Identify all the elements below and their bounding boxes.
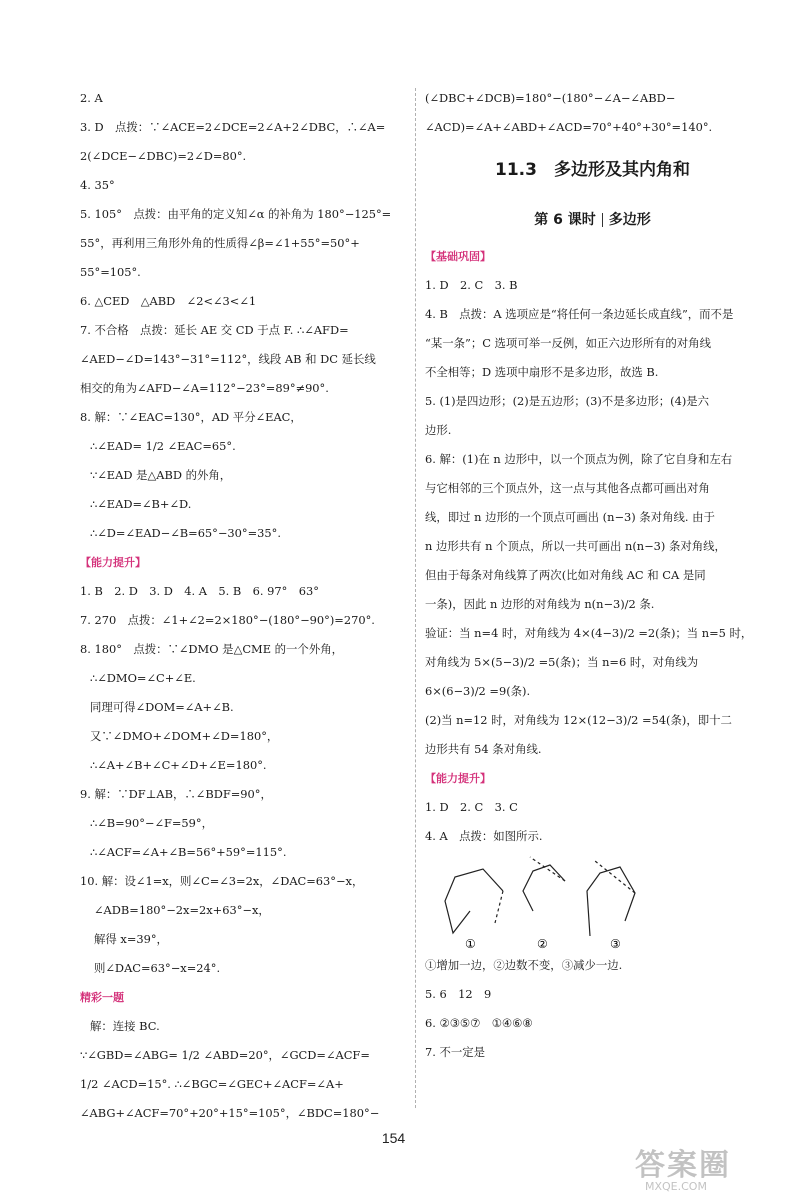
answer-line: ∴∠B=90°−∠F=59°， <box>90 815 214 830</box>
polygon-1-dashed <box>495 891 503 923</box>
answer-line: 【能力提升】 <box>425 772 491 785</box>
answer-line: 相交的角为∠AFD−∠A=112°−23°=89°≠90°. <box>80 380 329 395</box>
polygon-figure <box>425 851 760 951</box>
right-mid-block <box>425 242 760 851</box>
answer-line: 1. D 2. C 3. B <box>425 277 518 292</box>
answer-line: 5. 105° 点拨：由平角的定义知∠α 的补角为 180°−125°= <box>80 206 392 221</box>
answer-line: 又∵∠DMO+∠DOM+∠D=180°， <box>90 728 279 743</box>
answer-line: 8. 解：∵∠EAC=130°，AD 平分∠EAC， <box>80 409 302 424</box>
polygon-1-solid <box>445 869 503 933</box>
right-column <box>425 84 760 1067</box>
answer-line: 6×(6−3)/2 =9(条). <box>425 683 531 698</box>
answer-line: ∴∠DMO=∠C+∠E. <box>90 670 196 685</box>
left-column <box>80 84 410 1128</box>
answer-line: 7. 不合格 点拨：延长 AE 交 CD 于点 F. ∴∠AFD= <box>80 322 349 337</box>
answer-line: 则∠DAC=63°−x=24°. <box>94 960 221 975</box>
watermark-bottom: MXQE.COM <box>645 1180 707 1193</box>
answer-line: ∠AED−∠D=143°−31°=112°，线段 AB 和 DC 延长线 <box>80 351 376 366</box>
answer-line: 7. 270 点拨：∠1+∠2=2×180°−(180°−90°)=270°. <box>80 612 375 627</box>
answer-line: 线，即过 n 边形的一个顶点可画出 (n−3) 条对角线. 由于 <box>425 509 715 524</box>
answer-line: 与它相邻的三个顶点外，这一点与其他各点都可画出对角 <box>425 480 710 495</box>
answer-line: ∠ACD)=∠A+∠ABD+∠ACD=70°+40°+30°=140°. <box>425 119 713 134</box>
watermark-top: 答案圈 <box>635 1148 731 1183</box>
answer-line: 10. 解：设∠1=x，则∠C=∠3=2x，∠DAC=63°−x， <box>80 873 364 888</box>
answer-line: 但由于每条对角线算了两次(比如对角线 AC 和 CA 是同 <box>425 567 706 582</box>
page-number: 154 <box>381 1130 406 1146</box>
polygon-3-dashed <box>595 861 635 893</box>
answer-line: 不全相等；D 选项中扇形不是多边形，故选 B. <box>425 364 659 379</box>
answer-line: 6. △CED △ABD ∠2<∠3<∠1 <box>80 293 257 308</box>
answer-line: 5. (1)是四边形；(2)是五边形；(3)不是多边形；(4)是六 <box>425 393 710 408</box>
answer-line: 边形共有 54 条对角线. <box>425 741 542 756</box>
answer-line: ∴∠ACF=∠A+∠B=56°+59°=115°. <box>90 844 287 859</box>
answer-line: 4. 35° <box>80 177 115 192</box>
answer-line: 5. 6 12 9 <box>425 986 492 1001</box>
answer-line: 2(∠DCE−∠DBC)=2∠D=80°. <box>80 148 247 163</box>
figure-label-1: ① <box>465 937 476 951</box>
answer-line: 对角线为 5×(5−3)/2 =5(条)；当 n=6 时，对角线为 <box>425 654 699 669</box>
answer-line: 6. 解：(1)在 n 边形中，以一个顶点为例，除了它自身和左右 <box>425 451 733 466</box>
answer-line: ∵∠GBD=∠ABG= 1/2 ∠ABD=20°，∠GCD=∠ACF= <box>80 1047 370 1062</box>
answer-line: 2. A <box>80 90 103 105</box>
answer-line: n 边形共有 n 个顶点，所以一共可画出 n(n−3) 条对角线， <box>425 538 726 553</box>
polygon-2-dashed <box>530 857 565 881</box>
watermark-logo <box>635 1140 765 1193</box>
answer-line: 6. ②③⑤⑦ ①④⑥⑧ <box>425 1015 533 1030</box>
answer-line: 解：连接 BC. <box>90 1018 160 1033</box>
lesson-heading <box>425 198 760 242</box>
polygon-2-solid <box>523 865 565 911</box>
answer-line: (∠DBC+∠DCB)=180°−(180°−∠A−∠ABD− <box>425 90 676 105</box>
right-bottom-block <box>425 951 760 1067</box>
answer-line: ∴∠D=∠EAD−∠B=65°−30°=35°. <box>90 525 281 540</box>
answer-line: 4. A 点拨：如图所示. <box>425 828 543 843</box>
column-divider <box>415 88 416 1108</box>
polygon-diagram <box>425 851 665 951</box>
answer-line: 边形. <box>425 422 452 437</box>
answer-line: 3. D 点拨：∵∠ACE=2∠DCE=2∠A+2∠DBC，∴∠A= <box>80 119 386 134</box>
polygon-3-solid <box>587 867 635 936</box>
answer-line: 【能力提升】 <box>80 556 146 569</box>
answer-line: 8. 180° 点拨：∵∠DMO 是△CME 的一个外角， <box>80 641 343 656</box>
answer-line: ∴∠A+∠B+∠C+∠D+∠E=180°. <box>90 757 267 772</box>
answer-line: 同理可得∠DOM=∠A+∠B. <box>90 699 234 714</box>
answer-line: ∵∠EAD 是△ABD 的外角， <box>90 467 232 482</box>
answer-line: ∴∠EAD=∠B+∠D. <box>90 496 192 511</box>
answer-line: 9. 解：∵DF⊥AB，∴∠BDF=90°， <box>80 786 272 801</box>
figure-label-3: ③ <box>610 937 621 951</box>
answer-line: ∠ADB=180°−2x=2x+63°−x， <box>94 902 270 917</box>
figure-label-2: ② <box>537 937 548 951</box>
lesson-number: 第 6 课时 <box>534 212 596 228</box>
right-top-block <box>425 84 760 142</box>
answer-line: 55°=105°. <box>80 264 141 279</box>
answer-line: 验证：当 n=4 时，对角线为 4×(4−3)/2 =2(条)；当 n=5 时， <box>425 625 753 640</box>
answer-line: 7. 不一定是 <box>425 1044 486 1059</box>
answer-line: (2)当 n=12 时，对角线为 12×(12−3)/2 =54(条)，即十二 <box>425 712 732 727</box>
answer-line: 55°，再利用三角形外角的性质得∠β=∠1+55°=50°+ <box>80 235 360 250</box>
lesson-name: 多边形 <box>608 212 651 228</box>
section-title: 11.3 多边形及其内角和 <box>495 159 690 180</box>
answer-line: 一条)，因此 n 边形的对角线为 n(n−3)/2 条. <box>425 596 655 611</box>
answer-line: ∠ABG+∠ACF=70°+20°+15°=105°，∠BDC=180°− <box>80 1105 380 1120</box>
answer-line: 1/2 ∠ACD=15°. ∴∠BGC=∠GEC+∠ACF=∠A+ <box>80 1076 344 1091</box>
answer-line: 【基础巩固】 <box>425 250 491 263</box>
answer-line: ①增加一边，②边数不变，③减少一边. <box>425 957 623 972</box>
answer-line: 4. B 点拨：A 选项应是“将任何一条边延长成直线”，而不是 <box>425 306 734 321</box>
answer-line: ∴∠EAD= 1/2 ∠EAC=65°. <box>90 438 236 453</box>
answer-line: “某一条”；C 选项可举一反例，如正六边形所有的对角线 <box>425 335 711 350</box>
answer-line: 精彩一题 <box>80 991 124 1004</box>
answer-line: 解得 x=39°， <box>94 931 168 946</box>
answer-line: 1. D 2. C 3. C <box>425 799 518 814</box>
lesson-divider <box>602 213 603 227</box>
answer-line: 1. B 2. D 3. D 4. A 5. B 6. 97° 63° <box>80 583 319 598</box>
